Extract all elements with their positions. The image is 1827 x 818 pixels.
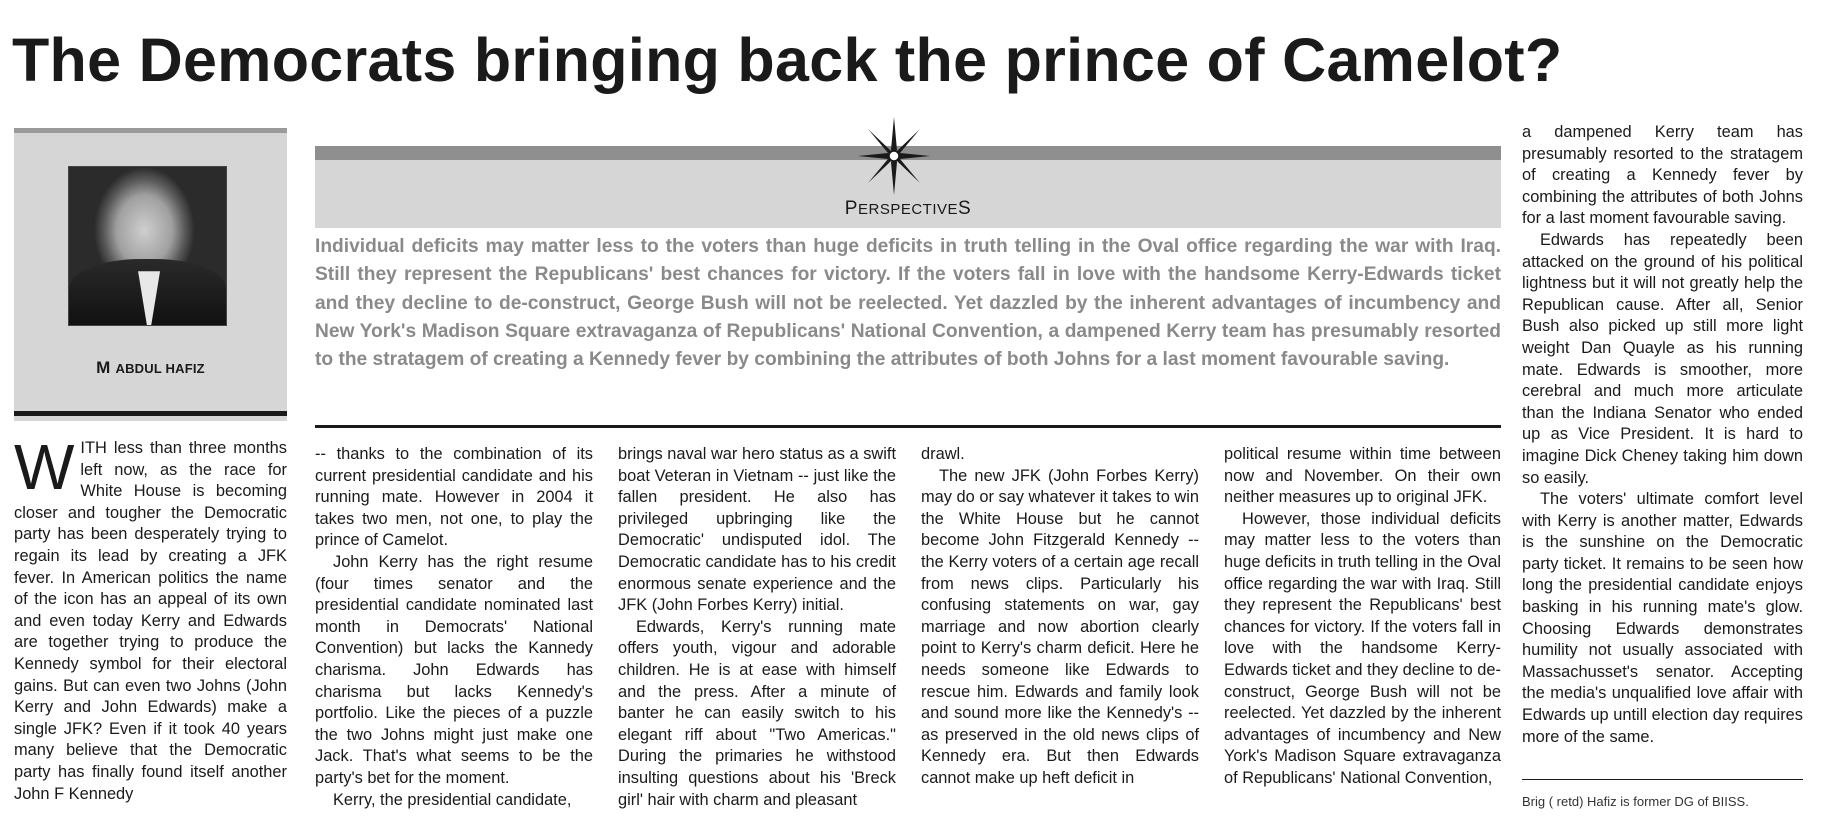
paragraph: political resume within time between now and November. On their own neither measures up to original JFK.: [1224, 445, 1501, 507]
paragraph: a dampened Kerry team has presumably resorted to the stratagem of creating a Kennedy fever by combining the attributes of both Johns for a last moment favourable saving.: [1522, 123, 1803, 228]
author-photo: [68, 166, 227, 326]
paragraph: The voters' ultimate comfort level with Kerry is another matter, Edwards is the sunshine on the Democratic party ticket. It remains to be seen how long the presidential candidate enjoys basking in his running mate's glow. Choosing Edwards demonstrates humility not usually associated with Massachusset's senator. Accepting the media's unqualified love affair with Edwards up untill election day requires more of the same.: [1522, 490, 1803, 746]
section-label: [315, 198, 1501, 220]
paragraph: Kerry, the presidential candidate,: [333, 790, 572, 809]
star-ornament-icon: [858, 117, 930, 195]
drop-cap: W: [14, 431, 75, 503]
article-column-2: [315, 444, 593, 811]
paragraph: drawl.: [921, 445, 965, 463]
paragraph: However, those individual deficits may matter less to the voters than huge deficits in truth telling in the Oval office regarding the war with Iraq. Still they represent the Republicans' best chances for victory. If the voters fall in love with the handsome Kerry-Edwards ticket and they decline to de-construct, George Bush will not be reelected. Yet dazzled by the inherent advantages of incumbency and New York's Madison Square extravaganza of Republicans' National Convention,: [1224, 509, 1501, 787]
paragraph: Edwards, Kerry's running mate offers youth, vigour and adorable children. He is at ease with himself and the press. After a minute of banter he can easily switch to his elegant riff about "Two Americas." During the primaries he withstood insulting questions about his 'Breck girl' hair with charm and pleasant: [618, 617, 896, 809]
headline: The Democrats bringing back the prince of Camelot?: [12, 26, 1563, 94]
article-column-6: [1522, 122, 1803, 748]
article-column-3: [618, 444, 896, 811]
paragraph: -- thanks to the combination of its current presidential candidate and his running mate. However in 2004 it takes two men, not one, to play the prince of Camelot.: [315, 445, 593, 550]
author-bio: Brig ( retd) Hafiz is former DG of BIISS.: [1522, 794, 1749, 809]
author-initial: M: [96, 358, 111, 377]
bio-divider: [1522, 779, 1803, 780]
paragraph: The new JFK (John Forbes Kerry) may do or say whatever it takes to win the White House but he cannot become John Fitzgerald Kennedy -- the Kerry voters of a certain age recall from news clips. Particularly his confusing statements on war, gay marriage and now abortion clearly point to Kerry's charm deficit. Here he needs someone like Edwards to rescue him. Edwards and family look and sound more like the Kennedy's -- as preserved in the old news clips of Kennedy era. But then Edwards cannot make up heft deficit in: [921, 466, 1199, 787]
section-label-last: S: [958, 198, 972, 219]
author-name: ABDUL HAFIZ: [115, 361, 205, 376]
author-divider: [14, 411, 287, 416]
intro-standfirst: Individual deficits may matter less to the voters than huge deficits in truth telling in the Oval office regarding the war with Iraq. Still they represent the Republicans' best chances for victory. If the voters fall in love with the handsome Kerry-Edwards ticket and they decline to de-construct, George Bush will not be reelected. Yet dazzled by the inherent advantages of incumbency and New York's Madison Square extravaganza of Republicans' National Convention, a dampened Kerry team has presumably resorted to the stratagem of creating a Kennedy fever by combining the attributes of both Johns for a last moment favourable saving.: [315, 236, 1501, 371]
paragraph: [14, 431, 287, 805]
article-column-5: [1224, 444, 1501, 790]
author-byline: [14, 358, 287, 378]
paragraph: John Kerry has the right resume (four times senator and the presidential candidate nominated last month in Democrats' National Convention) but lacks the Kannedy charisma. John Edwards has charisma but lacks Kennedy's portfolio. Like the pieces of a puzzle the two Johns might just make one Jack. That's what seems to be the party's bet for the moment.: [315, 552, 593, 787]
section-label-first: P: [844, 198, 858, 219]
intro-divider: [315, 425, 1501, 428]
section-label-rest: ERSPECTIVE: [857, 201, 959, 218]
article-column-4: [921, 444, 1199, 790]
paragraph: Edwards has repeatedly been attacked on the ground of his political lightness but it will not greatly help the Republican cause. After all, Senior Bush also picked up still more light weight Dan Quayle as his running mate. Edwards is smoother, more cerebral and much more articulate than the Indiana Senator who ended up as Vice President. It is hard to imagine Dick Cheney taking him down so easily.: [1522, 230, 1803, 487]
paragraph-text: ITH less than three months left now, as the race for White House is becoming closer and tougher the Democratic party has been desperately trying to regain its lead by creating a JFK fever. In American politics the name of the icon has an appeal of its own and even today Kerry and Edwards are together trying to produce the Kennedy symbol for their electoral gains. But can even two Johns (John Kerry and John Edwards) make a single JFK? Even if it took 40 years many believe that the Democratic party has finally found itself another John F Kennedy: [14, 439, 287, 803]
paragraph: brings naval war hero status as a swift boat Veteran in Vietnam -- just like the fallen president. He also has privileged upbringing like the Democratic' undisputed idol. The Democratic candidate has to his credit enormous senate experience and the JFK (John Forbes Kerry) initial.: [618, 445, 896, 615]
article-column-1: [14, 431, 287, 805]
